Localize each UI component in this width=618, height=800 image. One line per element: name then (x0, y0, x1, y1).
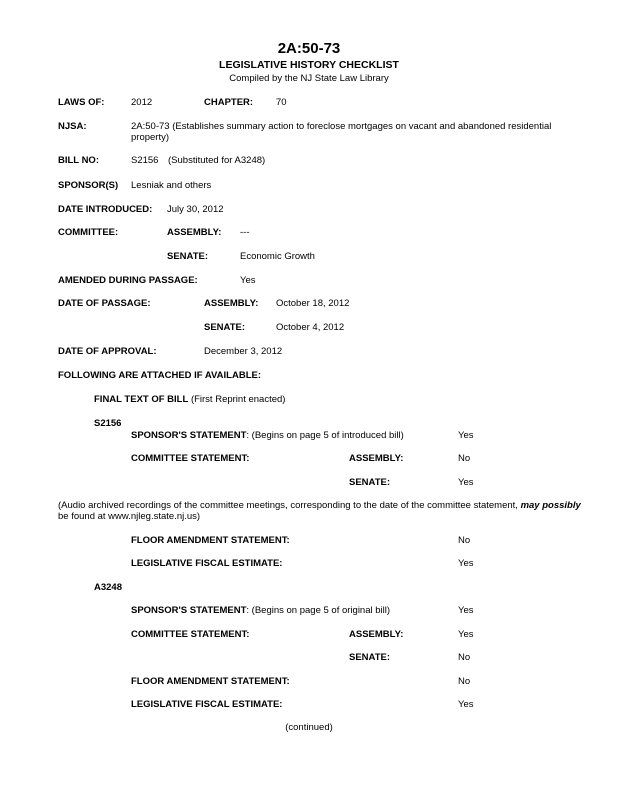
amended-value: Yes (240, 275, 256, 286)
chapter-value: 70 (276, 97, 287, 108)
a3248-label: A3248 (94, 582, 122, 593)
passage-senate-label: SENATE: (204, 322, 245, 333)
s2156-label: S2156 (94, 418, 122, 429)
njsa-value-line1: 2A:50-73 (Establishes summary action to foreclose mortgages on vacant and abandoned residential (131, 121, 552, 132)
final-text-note: (First Reprint enacted) (190, 394, 286, 405)
s2156-sponsor-statement (131, 430, 404, 441)
committee-label: COMMITTEE: (58, 227, 119, 238)
date-introduced-value: July 30, 2012 (167, 204, 224, 215)
continued-note: (continued) (285, 722, 333, 733)
passage-assembly-value: October 18, 2012 (276, 298, 350, 309)
a3248-senate-value: No (458, 652, 471, 663)
laws-of-value: 2012 (131, 97, 153, 108)
a3248-sponsor-statement (131, 605, 390, 616)
committee-assembly-label: ASSEMBLY: (167, 227, 222, 238)
page-subtitle: LEGISLATIVE HISTORY CHECKLIST (219, 59, 399, 71)
audio-note-line2: be found at www.njleg.state.nj.us) (58, 511, 201, 522)
njsa-value-line2: property) (131, 132, 170, 143)
final-text-label: FINAL TEXT OF BILL (94, 394, 189, 405)
s2156-senate-value: Yes (458, 477, 474, 488)
s2156-sponsor-statement-note: : (Begins on page 5 of introduced bill) (246, 430, 404, 441)
a3248-assembly-value: Yes (458, 629, 474, 640)
amended-label: AMENDED DURING PASSAGE: (58, 275, 198, 286)
compiled-by: Compiled by the NJ State Law Library (229, 73, 389, 84)
s2156-floor-amendment-label: FLOOR AMENDMENT STATEMENT: (131, 535, 290, 546)
bill-no-label: BILL NO: (58, 155, 99, 166)
s2156-fiscal-estimate-value: Yes (458, 558, 474, 569)
s2156-assembly-value: No (458, 453, 471, 464)
final-text-line (94, 394, 285, 405)
passage-assembly-label: ASSEMBLY: (204, 298, 259, 309)
passage-senate-value: October 4, 2012 (276, 322, 345, 333)
date-of-passage-label: DATE OF PASSAGE: (58, 298, 151, 309)
s2156-senate-label: SENATE: (349, 477, 390, 488)
audio-note-text: (Audio archived recordings of the committee meetings, corresponding to the date of the committee statement, (58, 500, 521, 511)
bill-no-note: (Substituted for A3248) (168, 155, 266, 166)
audio-note-line1 (58, 500, 581, 511)
njsa-label: NJSA: (58, 121, 87, 132)
a3248-fiscal-estimate-label: LEGISLATIVE FISCAL ESTIMATE: (131, 699, 283, 710)
s2156-sponsor-statement-label: SPONSOR'S STATEMENT (131, 430, 247, 441)
s2156-floor-amendment-value: No (458, 535, 471, 546)
chapter-label: CHAPTER: (204, 97, 254, 108)
sponsor-label: SPONSOR(S) (58, 180, 119, 191)
a3248-committee-statement-label: COMMITTEE STATEMENT: (131, 629, 250, 640)
committee-senate-value: Economic Growth (240, 251, 315, 262)
s2156-assembly-label: ASSEMBLY: (349, 453, 404, 464)
committee-senate-label: SENATE: (167, 251, 208, 262)
page-title: 2A:50-73 (277, 40, 341, 57)
committee-assembly-value: --- (240, 227, 250, 238)
a3248-sponsor-statement-note: : (Begins on page 5 of original bill) (246, 605, 391, 616)
s2156-fiscal-estimate-label: LEGISLATIVE FISCAL ESTIMATE: (131, 558, 283, 569)
a3248-senate-label: SENATE: (349, 652, 390, 663)
s2156-committee-statement-label: COMMITTEE STATEMENT: (131, 453, 250, 464)
a3248-fiscal-estimate-value: Yes (458, 699, 474, 710)
audio-note-emphasis: may possibly (520, 500, 581, 511)
a3248-sponsor-statement-label: SPONSOR'S STATEMENT (131, 605, 247, 616)
bill-no-value: S2156 (131, 155, 159, 166)
a3248-sponsor-statement-value: Yes (458, 605, 474, 616)
date-of-approval-value: December 3, 2012 (204, 346, 283, 357)
s2156-sponsor-statement-value: Yes (458, 430, 474, 441)
a3248-assembly-label: ASSEMBLY: (349, 629, 404, 640)
date-introduced-label: DATE INTRODUCED: (58, 204, 153, 215)
date-of-approval-label: DATE OF APPROVAL: (58, 346, 157, 357)
laws-of-label: LAWS OF: (58, 97, 105, 108)
a3248-floor-amendment-value: No (458, 676, 471, 687)
sponsor-value: Lesniak and others (131, 180, 212, 191)
attached-heading: FOLLOWING ARE ATTACHED IF AVAILABLE: (58, 370, 261, 381)
a3248-floor-amendment-label: FLOOR AMENDMENT STATEMENT: (131, 676, 290, 687)
